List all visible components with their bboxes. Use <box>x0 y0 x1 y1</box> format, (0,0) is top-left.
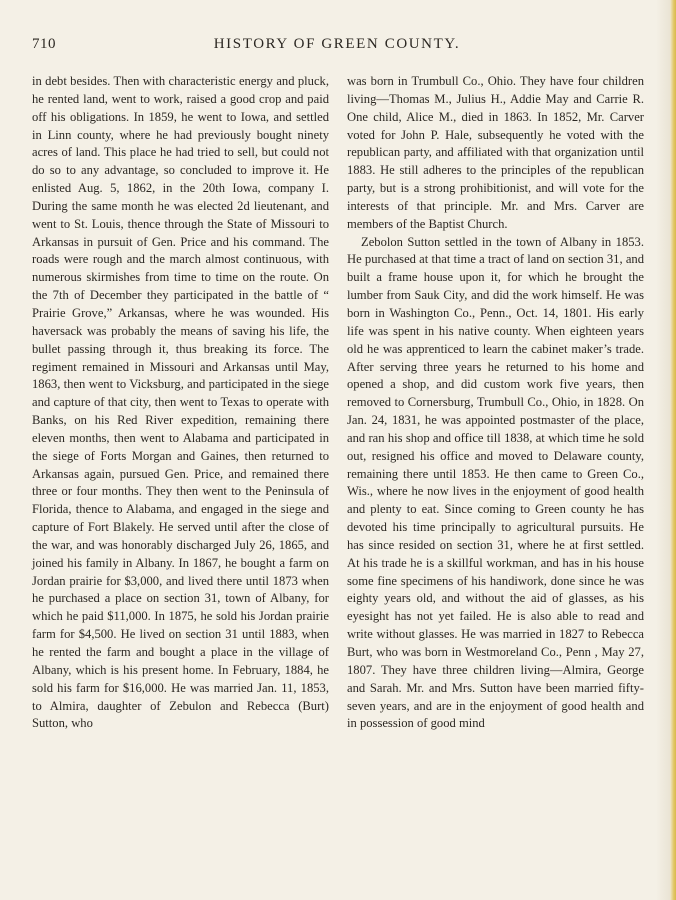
right-paragraph-1: was born in Trumbull Co., Ohio. They have four children living—Thomas M., Julius H., Addie May and Carrie R. One child, Alice M., died in 1863. In 1852, Mr. Carver voted for John P. Hale, subsequently he voted with the republican party, and affiliated with that organization until 1883. He still adheres to the principles of the republican party, but is a strong prohibitionist, and will vote for the interests of that principle. Mr. and Mrs. Carver are members of the Baptist Church. <box>347 74 644 231</box>
page-edge-shadow <box>656 0 670 900</box>
right-column <box>347 73 644 893</box>
running-title: HISTORY OF GREEN COUNTY. <box>213 36 461 52</box>
left-paragraph-1: in debt besides. Then with characteristic energy and pluck, he rented land, went to work, raised a good crop and paid off his obligations. In 1859, he went to Iowa, and settled in Linn county, where he had previously bought ninety acres of land. This place he had tried to sell, but could not do so to any advantage, so concluded to improve it. He enlisted Aug. 5, 1862, in the 20th Iowa, company I. During the same month he was elected 2d lieutenant, and went to St. Louis, thence through the State of Missouri to Arkansas in pursuit of Gen. Price and his command. The roads were rough and the march almost continuous, with numerous skirmishes from time to time on the route. On the 7th of December they participated in the battle of “ Prairie Grove,” Arkansas, where he was wounded. His haversack was probably the means of saving his life, the bullet passing through it, thus breaking its force. The regiment remained in Missouri and Arkansas until May, 1863, then went to Vicksburg, and participated in the siege and capture of that city, then went to Texas to operate with Banks, on his Red River expedition, remaining there eleven months, then went to Alabama and participated in the siege of Forts Morgan and Gaines, then returned to Arkansas again, pursued Gen. Price, and remained there three or four months. They then went to the Peninsula of Florida, thence to Alabama, and engaged in the siege and capture of Fort Blakely. He served until after the close of the war, and was honorably discharged July 26, 1865, and joined his family in Albany. In 1867, he bought a farm on Jordan prairie for $3,000, and lived there until 1873 when he purchased a place on section 31, town of Albany, for which he paid $11,000. In 1875, he sold his Jordan prairie farm for $4,500. He lived on section 31 until 1883, when he rented the farm and bought a place in the village of Albany, which is his present home. In February, 1884, he sold his farm for $16,000. He was married Jan. 11, 1853, to Almira, daughter of Zebulon and Rebecca (Burt) Sutton, who <box>32 74 329 731</box>
page-number: 710 <box>32 36 56 52</box>
page-header <box>32 36 642 58</box>
text-columns <box>32 73 644 893</box>
left-column <box>32 73 329 893</box>
page-gilt-edge <box>670 0 676 900</box>
right-paragraph-2: Zebolon Sutton settled in the town of Albany in 1853. He purchased at that time a tract of land on section 31, and built a frame house upon it, for which he brought the lumber from Sauk City, and did the work himself. He was born in Washington Co., Penn., Oct. 14, 1801. His early life was spent in his native county. When eighteen years old he was apprenticed to learn the cabinet maker’s trade. After serving three years he returned to his home and opened a shop, and did custom work five years, then removed to Cornersburg, Trumbull Co., Ohio, in 1828. On Jan. 24, 1831, he was appointed postmaster of the place, and ran his shop and office till 1838, at which time he sold out, resigned his office and moved to Delaware county, remaining there until 1853. He then came to Green Co., Wis., where he now lives in the enjoyment of good health and plenty to eat. Since coming to Green county he has devoted his time principally to agricultural pursuits. He has since resided on section 31, where he at first settled. At his trade he is a skillful workman, and has in his house some fine specimens of his handiwork, done since he was eighty years old, and without the aid of glasses, as his eyesight has not yet failed. He is also able to read and write without glasses. He was married in 1827 to Rebecca Burt, who was born in Westmoreland Co., Penn , May 27, 1807. They have three children living—Almira, George and Sarah. Mr. and Mrs. Sutton have been married fifty-seven years, and are in the enjoyment of good health and in possession of good mind <box>347 234 644 731</box>
